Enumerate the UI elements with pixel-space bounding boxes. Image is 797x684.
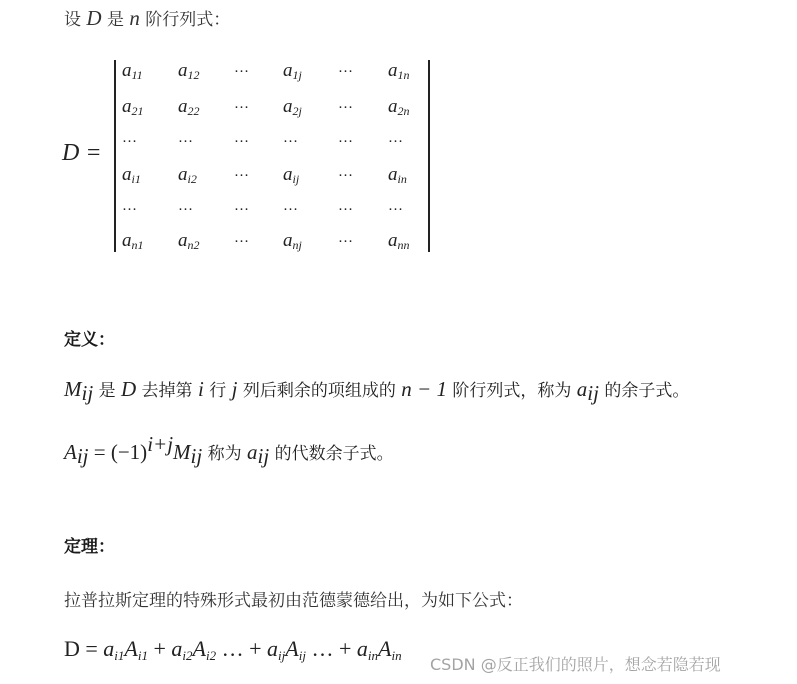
entry-base: a <box>388 230 398 251</box>
entry-subscript: n2 <box>187 238 200 252</box>
determinant-entry: … <box>388 130 405 146</box>
entry-base: a <box>283 60 293 81</box>
def1-t3: 行 <box>203 381 232 401</box>
determinant-entry <box>178 230 200 253</box>
determinant-entry <box>178 96 200 119</box>
formula-operator: … + <box>216 636 268 661</box>
cofactor-M-sub: ij <box>190 444 203 468</box>
determinant-lhs: D = <box>62 140 102 166</box>
formula-term-A-sub: ij <box>298 648 306 663</box>
def1-t5: 阶行列式，称为 <box>446 381 577 401</box>
determinant-right-bar <box>428 60 430 252</box>
def2-t1: 称为 <box>202 444 248 464</box>
intro-mid: 是 <box>101 10 130 30</box>
entry-base: a <box>178 96 188 117</box>
determinant-entry <box>283 96 302 119</box>
formula-term-a: a <box>267 636 279 661</box>
determinant-entry: … <box>338 60 355 76</box>
entry-subscript: nj <box>292 238 302 252</box>
entry-base: a <box>122 60 132 81</box>
formula-term-a: a <box>356 636 368 661</box>
theorem-text: 拉普拉斯定理的特殊形式最初由范德蒙德给出，为如下公式： <box>64 591 523 611</box>
formula-operator: + <box>148 636 172 661</box>
determinant-entry: … <box>283 198 300 214</box>
entry-subscript: 11 <box>131 68 143 82</box>
entry-subscript: i2 <box>187 172 197 186</box>
determinant-entry: … <box>338 230 355 246</box>
entry-subscript: n1 <box>131 238 144 252</box>
entry-subscript: 1j <box>292 68 302 82</box>
entry-base: a <box>283 96 293 117</box>
determinant-entry <box>388 164 407 187</box>
theorem-heading: 定理： <box>64 537 115 557</box>
def1-n-minus-1: n − 1 <box>401 377 447 401</box>
def1-t2: 去掉第 <box>136 381 198 401</box>
determinant-entry: … <box>234 130 251 146</box>
determinant-entry: … <box>388 198 405 214</box>
entry-subscript: 21 <box>131 104 144 118</box>
determinant-entry: … <box>338 96 355 112</box>
entry-subscript: 2j <box>292 104 302 118</box>
cofactor-eq: = (−1) <box>88 440 148 464</box>
formula-terms <box>103 636 401 661</box>
def1-j: j <box>231 377 238 401</box>
formula-term-a-sub: i1 <box>114 648 125 663</box>
determinant-left-bar <box>114 60 116 252</box>
def1-i: i <box>197 377 204 401</box>
determinant-entry <box>283 60 302 83</box>
determinant-entry: … <box>338 130 355 146</box>
entry-subscript: 2n <box>397 104 410 118</box>
cofactor-exp: i+j <box>147 432 174 456</box>
determinant-entry <box>178 164 197 187</box>
determinant-entry <box>178 60 200 83</box>
entry-base: a <box>122 96 132 117</box>
entry-subscript: 22 <box>187 104 200 118</box>
entry-base: a <box>178 60 188 81</box>
determinant-entry: … <box>338 164 355 180</box>
entry-subscript: nn <box>397 238 410 252</box>
def1-t6: 的余子式。 <box>598 381 690 401</box>
def2-a-sub: ij <box>257 444 270 468</box>
entry-subscript: i1 <box>131 172 141 186</box>
formula-term-a-sub: i2 <box>182 648 193 663</box>
formula-term-A: A <box>285 636 299 661</box>
minor-M-sub: ij <box>81 381 94 405</box>
def1-t4: 列后剩余的项组成的 <box>237 381 402 401</box>
intro-D: D <box>86 6 102 30</box>
laplace-formula <box>64 636 402 664</box>
formula-term-A-sub: in <box>391 648 402 663</box>
definition-heading: 定义： <box>64 330 115 350</box>
determinant-entry: … <box>234 230 251 246</box>
determinant-entry: … <box>178 130 195 146</box>
cofactor-A: A <box>64 440 77 464</box>
def2-t2: 的代数余子式。 <box>269 444 394 464</box>
determinant-entry <box>283 164 299 187</box>
determinant-entry: … <box>234 198 251 214</box>
determinant-entry: … <box>283 130 300 146</box>
determinant-entry <box>122 230 144 253</box>
determinant-entry <box>283 230 302 253</box>
determinant-entry <box>388 96 410 119</box>
determinant-entry: … <box>338 198 355 214</box>
entry-base: a <box>122 164 132 185</box>
entry-subscript: in <box>397 172 407 186</box>
determinant-entry: … <box>234 164 251 180</box>
formula-term-a: a <box>103 636 115 661</box>
entry-base: a <box>283 230 293 251</box>
determinant-entry: … <box>122 198 139 214</box>
definition-line-cofactor <box>64 432 394 469</box>
formula-term-A: A <box>378 636 392 661</box>
formula-term-A-sub: i2 <box>206 648 217 663</box>
formula-term-A: A <box>192 636 206 661</box>
intro-n: n <box>129 6 140 30</box>
determinant-entry: … <box>234 60 251 76</box>
determinant-entry: … <box>178 198 195 214</box>
entry-base: a <box>178 164 188 185</box>
formula-lhs: D = <box>64 636 104 661</box>
determinant-entry: … <box>234 96 251 112</box>
entry-base: a <box>283 164 293 185</box>
determinant-entry <box>388 230 410 253</box>
def1-a-sub: ij <box>587 381 599 405</box>
entry-subscript: ij <box>292 172 300 186</box>
definition-line-minor <box>64 376 689 406</box>
intro-text <box>64 5 230 31</box>
def2-a: a <box>247 440 258 464</box>
determinant-entry: … <box>122 130 139 146</box>
csdn-watermark: CSDN @反正我们的照片，想念若隐若现 <box>430 655 721 674</box>
entry-subscript: 12 <box>187 68 200 82</box>
determinant-entry <box>388 60 410 83</box>
formula-operator: … + <box>305 636 357 661</box>
def1-a: a <box>576 377 588 401</box>
formula-term-A: A <box>124 636 138 661</box>
intro-post: 阶行列式： <box>139 10 231 30</box>
determinant-entry <box>122 164 141 187</box>
def1-D: D <box>120 377 137 401</box>
entry-base: a <box>388 96 398 117</box>
intro-pre: 设 <box>64 10 87 30</box>
formula-term-A-sub: i1 <box>137 648 148 663</box>
entry-base: a <box>388 60 398 81</box>
formula-term-a-sub: ij <box>278 648 286 663</box>
cofactor-M: M <box>173 440 191 464</box>
entry-base: a <box>178 230 188 251</box>
formula-term-a-sub: in <box>367 648 379 663</box>
entry-base: a <box>122 230 132 251</box>
def1-t1: 是 <box>93 381 121 401</box>
entry-base: a <box>388 164 398 185</box>
formula-term-a: a <box>171 636 183 661</box>
minor-M: M <box>64 377 82 401</box>
determinant-entry <box>122 60 143 83</box>
determinant-entry <box>122 96 144 119</box>
entry-subscript: 1n <box>397 68 410 82</box>
cofactor-A-sub: ij <box>76 444 89 468</box>
